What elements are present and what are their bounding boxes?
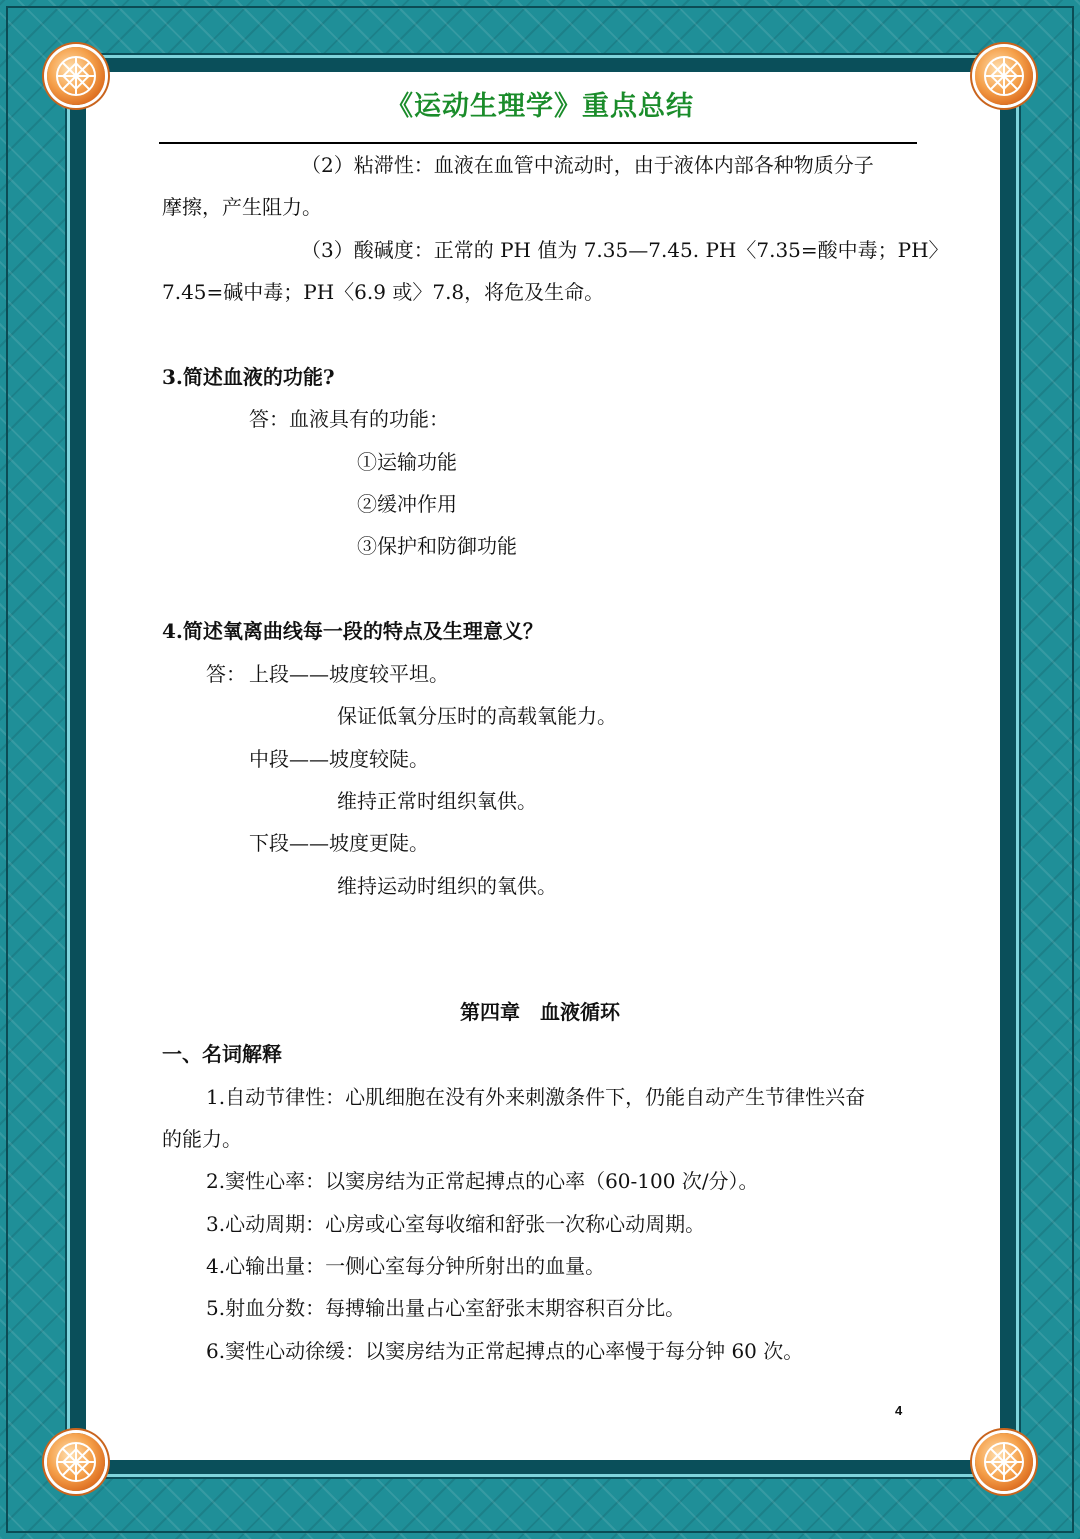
upper-segment: 上段——坡度较平坦。 (249, 662, 449, 686)
question-3: 3.简述血液的功能? (162, 365, 335, 389)
blood-function-item: ②缓冲作用 (357, 492, 457, 516)
middle-segment-meaning: 维持正常时组织氧供。 (337, 789, 537, 813)
header-divider (159, 142, 917, 144)
question-4: 4.简述氧离曲线每一段的特点及生理意义？ (162, 619, 543, 643)
blood-function-item: ①运输功能 (357, 450, 457, 474)
acidity-line-1: （3）酸碱度：正常的 PH 值为 7.35—7.45. PH〈7.35=酸中毒；PH〉 (301, 238, 949, 262)
lower-segment: 下段——坡度更陡。 (249, 831, 429, 855)
corner-medallion-icon (975, 1433, 1033, 1491)
question-4-answer-prefix: 答： (206, 662, 246, 686)
viscosity-line-2: 摩擦，产生阻力。 (162, 195, 322, 219)
page-number: 4 (895, 1403, 903, 1418)
lower-segment-meaning: 维持运动时组织的氧供。 (337, 874, 557, 898)
page-title: 《运动生理学》重点总结 (386, 91, 694, 122)
section-heading: 一、名词解释 (162, 1042, 282, 1066)
definition-3: 3.心动周期：心房或心室每收缩和舒张一次称心动周期。 (206, 1212, 706, 1236)
blood-function-item: ③保护和防御功能 (357, 534, 517, 558)
definition-6: 6.窦性心动徐缓：以窦房结为正常起搏点的心率慢于每分钟 60 次。 (206, 1339, 804, 1363)
middle-segment: 中段——坡度较陡。 (249, 747, 429, 771)
upper-segment-meaning: 保证低氧分压时的高载氧能力。 (337, 704, 617, 728)
definition-4: 4.心输出量：一侧心室每分钟所射出的血量。 (206, 1254, 606, 1278)
acidity-line-2: 7.45=碱中毒；PH〈6.9 或〉7.8，将危及生命。 (162, 280, 605, 304)
definition-2: 2.窦性心率：以窦房结为正常起搏点的心率（60-100 次/分）。 (206, 1169, 759, 1193)
viscosity-line-1: （2）粘滞性：血液在血管中流动时，由于液体内部各种物质分子 (301, 153, 874, 177)
definition-1-line-2: 的能力。 (162, 1127, 242, 1151)
question-3-answer-intro: 答：血液具有的功能： (249, 407, 449, 431)
definition-1-line-1: 1.自动节律性：心肌细胞在没有外来刺激条件下，仍能自动产生节律性兴奋 (206, 1085, 866, 1109)
corner-medallion-icon (47, 1433, 105, 1491)
definition-5: 5.射血分数：每搏输出量占心室舒张末期容积百分比。 (206, 1296, 686, 1320)
chapter-title: 第四章 血液循环 (460, 1000, 620, 1024)
